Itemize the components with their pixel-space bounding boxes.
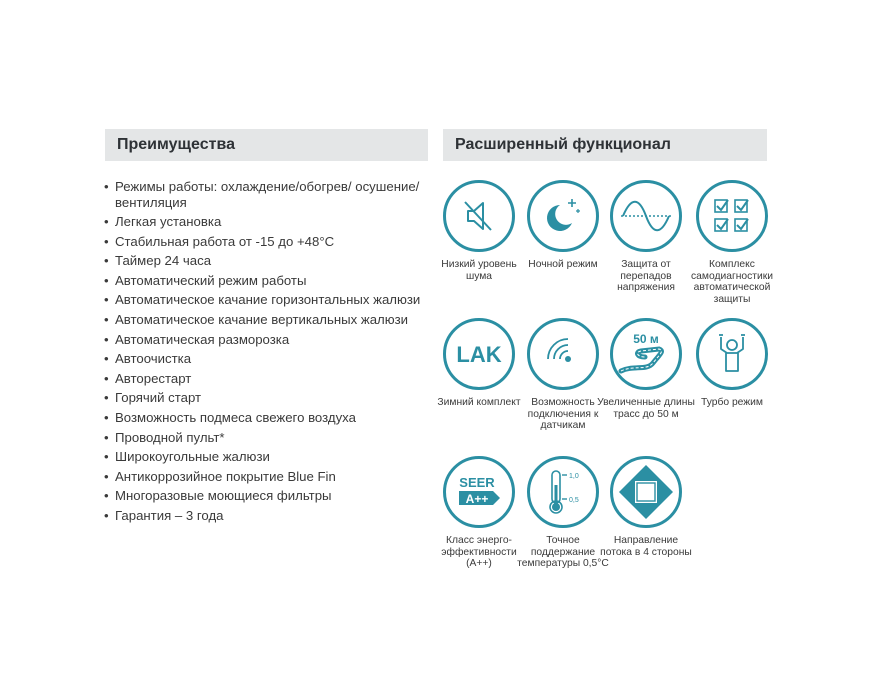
feature-self-diagnostics [683, 180, 781, 305]
voltage-protection-icon [610, 180, 682, 252]
long-pipes-icon [610, 318, 682, 390]
list-item: • Автоматическое качание горизонтальных жалюзи [104, 292, 424, 308]
turbo-mode-icon [696, 318, 768, 390]
feature-label: Турбо режим [700, 397, 763, 408]
list-item: • Автоматический режим работы [104, 273, 424, 289]
feature-voltage-protection [597, 180, 695, 294]
feature-label: Защита от перепадов напряжения [617, 259, 675, 294]
list-item: • Антикоррозийное покрытие Blue Fin [104, 469, 424, 485]
temp-scale-bottom: 0,5 [569, 497, 579, 504]
list-item: • Многоразовые моющиеся фильтры [104, 488, 424, 504]
feature-turbo-mode [683, 318, 781, 409]
list-item: • Широкоугольные жалюзи [104, 449, 424, 465]
feature-label: Зимний комплект [437, 397, 521, 408]
sensor-connection-icon [527, 318, 599, 390]
four-way-airflow-icon [610, 456, 682, 528]
feature-four-way-airflow [597, 456, 695, 558]
list-item: • Стабильная работа от -15 до +48°C [104, 234, 424, 250]
feature-label: Точное поддержание температуры 0,5°C [517, 535, 609, 570]
energy-class-icon [443, 456, 515, 528]
temp-scale-top: 1,0 [569, 473, 579, 480]
feature-label: Ночной режим [528, 259, 598, 270]
list-item: • Режимы работы: охлаждение/обогрев/ осушение/вентиляция [104, 179, 424, 210]
self-diagnostics-icon [696, 180, 768, 252]
winter-kit-icon-text: LAK [456, 342, 502, 367]
winter-kit-icon [443, 318, 515, 390]
benefits-list [104, 179, 424, 528]
list-item: • Авторестарт [104, 371, 424, 387]
feature-label: Низкий уровень шума [441, 259, 517, 282]
benefits-header: Преимущества [105, 129, 428, 161]
feature-label: Класс энерго-эффективности (A++) [441, 535, 517, 570]
precise-temperature-icon [527, 456, 599, 528]
list-item: • Легкая установка [104, 214, 424, 230]
list-item: • Автоматическая разморозка [104, 332, 424, 348]
list-item: • Возможность подмеса свежего воздуха [104, 410, 424, 426]
energy-class-icon-sub: A++ [465, 492, 489, 506]
feature-long-pipes [597, 318, 695, 420]
list-item: • Автоочистка [104, 351, 424, 367]
list-item: • Таймер 24 часа [104, 253, 424, 269]
list-item: • Проводной пульт* [104, 430, 424, 446]
energy-class-icon-text: SEER [459, 475, 495, 490]
feature-label: Комплекс самодиагностики автоматической защиты [691, 259, 773, 305]
feature-label: Возможность подключения к датчикам [527, 397, 599, 432]
list-item: • Горячий старт [104, 390, 424, 406]
list-item: • Гарантия – 3 года [104, 508, 424, 524]
night-mode-icon [527, 180, 599, 252]
features-header: Расширенный функционал [443, 129, 767, 161]
feature-label: Направление потока в 4 стороны [600, 535, 692, 558]
low-noise-icon [443, 180, 515, 252]
long-pipes-icon-text: 50 м [633, 332, 659, 346]
list-item: • Автоматическое качание вертикальных жалюзи [104, 312, 424, 328]
feature-label: Увеличенные длины трасс до 50 м [597, 397, 695, 420]
